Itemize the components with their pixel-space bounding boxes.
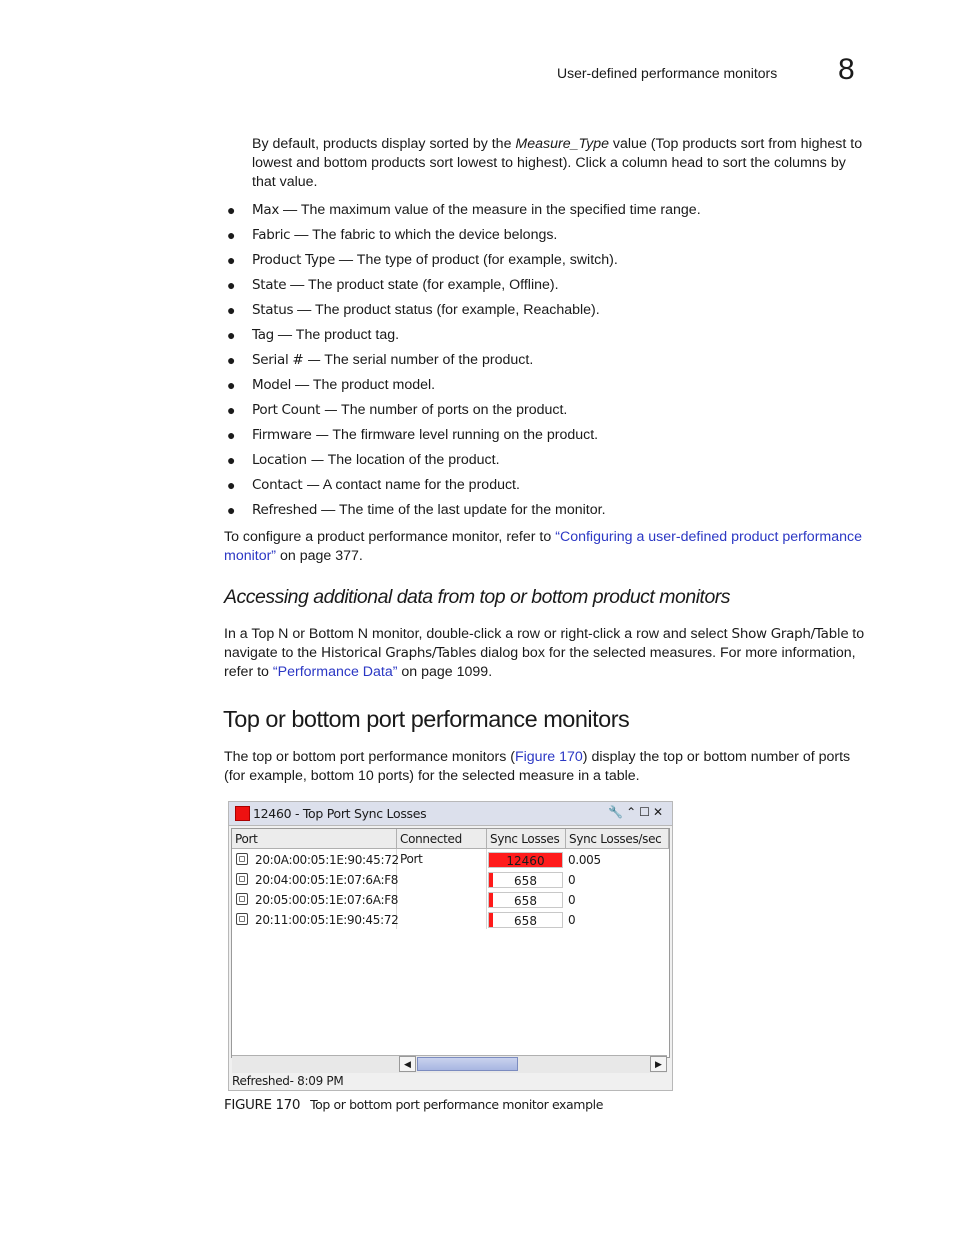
port-icon — [236, 853, 248, 865]
performance-data-link[interactable]: “Performance Data” — [272, 664, 398, 680]
section-heading: Top or bottom port performance monitors — [223, 706, 630, 732]
port-cell: 20:05:00:05:1E:07:6A:F8 — [255, 893, 399, 907]
list-item — [225, 376, 885, 401]
sync-rate-cell: 0 — [568, 873, 576, 887]
bullet-term: Contact — — [252, 477, 320, 493]
bullet-icon: ● — [227, 427, 236, 443]
caption-label: FIGURE 170 — [224, 1097, 301, 1113]
horizontal-scrollbar[interactable] — [232, 1055, 667, 1073]
intro-text-end: value (Top products sort from highest to lowest and bottom products sort lowest to highest). Click a column head to sort the columns by that value. — [252, 136, 863, 190]
port-cell: 20:04:00:05:1E:07:6A:F8 — [255, 873, 399, 887]
scroll-left-icon[interactable]: ◀ — [399, 1056, 416, 1072]
configure-text: To configure a product performance monitor, refer to — [224, 529, 556, 545]
bullet-icon: ● — [227, 202, 236, 218]
intro-text-start: By default, products display sorted by the — [252, 136, 516, 152]
bullet-term: Tag — [252, 327, 274, 343]
sync-losses-value: 658 — [514, 874, 537, 888]
sync-rate-cell: 0.005 — [568, 853, 601, 867]
bullet-term: Serial # — — [252, 352, 321, 368]
sync-losses-bar — [488, 872, 563, 888]
bullet-term: Port Count — — [252, 402, 338, 418]
bullet-icon: ● — [227, 402, 236, 418]
list-item — [225, 476, 885, 501]
bullet-icon: ● — [227, 377, 236, 393]
subsection-heading: Accessing additional data from top or bottom product monitors — [224, 586, 731, 608]
access-term-show-graph: Show Graph/Table — [731, 626, 849, 642]
configure-link[interactable]: “Configuring a user-defined product performance monitor” — [224, 529, 862, 564]
bullet-desc: The firmware level running on the product. — [328, 427, 599, 443]
col-header-sync-losses-sec[interactable]: Sync Losses/sec — [566, 829, 669, 849]
monitor-status-icon — [235, 806, 250, 821]
bullet-term: Status — [252, 302, 294, 318]
bullet-term: Fabric — [252, 227, 291, 243]
bullet-term: Location — — [252, 452, 324, 468]
access-text: In a Top N or Bottom N monitor, double-click a row or right-click a row and select — [224, 626, 732, 642]
bullet-icon: ● — [227, 477, 236, 493]
figure-link[interactable]: Figure 170 — [514, 749, 583, 765]
bullet-icon: ● — [227, 352, 236, 368]
bullet-term: State — [252, 277, 287, 293]
running-header-title: User-defined performance monitors — [557, 65, 778, 81]
sync-rate-cell: 0 — [568, 893, 576, 907]
port-icon — [236, 873, 248, 885]
bullet-term: Firmware — — [252, 427, 329, 443]
bullet-desc: The serial number of the product. — [320, 352, 534, 368]
monitor-title: 12460 - Top Port Sync Losses — [253, 806, 427, 821]
scroll-right-icon[interactable]: ▶ — [650, 1056, 667, 1072]
ports-text: ) display the top or bottom number of ports (for example, bottom 10 ports) for the selected measure in a table. — [224, 749, 851, 784]
access-text: to navigate to the — [224, 626, 865, 661]
sync-losses-bar — [488, 912, 563, 928]
port-icon — [236, 893, 248, 905]
bullet-term: Product Type — [252, 252, 335, 268]
monitor-window — [228, 801, 673, 1091]
list-item — [225, 401, 885, 426]
bullet-term: Refreshed — [252, 502, 318, 518]
port-cell: 20:11:00:05:1E:90:45:72 — [255, 913, 399, 927]
bullet-icon: ● — [227, 302, 236, 318]
bullet-icon: ● — [227, 502, 236, 518]
ports-text: The top or bottom port performance monitors ( — [224, 749, 515, 765]
bullet-desc: — The product model. — [291, 377, 436, 393]
list-item — [225, 451, 885, 476]
table-row[interactable] — [232, 850, 667, 870]
ports-table — [231, 828, 670, 1069]
sync-losses-value: 658 — [514, 914, 537, 928]
sync-losses-value: 658 — [514, 894, 537, 908]
bullet-icon: ● — [227, 327, 236, 343]
table-row[interactable] — [232, 870, 667, 890]
bullet-term: Model — [252, 377, 292, 393]
bullet-term: Max — [252, 202, 280, 218]
bullet-desc: — The product status (for example, Reachable). — [293, 302, 600, 318]
bullet-desc: — The maximum value of the measure in the specified time range. — [279, 202, 701, 218]
monitor-titlebar — [229, 802, 672, 826]
table-row[interactable] — [232, 910, 667, 930]
configure-page-ref: on page 377. — [276, 548, 363, 564]
bullet-desc: — The product tag. — [273, 327, 400, 343]
list-item — [225, 351, 885, 376]
list-item — [225, 276, 885, 301]
col-header-connected-port[interactable]: Connected Port — [397, 829, 487, 849]
bullet-icon: ● — [227, 277, 236, 293]
caption-text: Top or bottom port performance monitor example — [310, 1097, 603, 1112]
port-icon — [236, 913, 248, 925]
table-row[interactable] — [232, 890, 667, 910]
bullet-icon: ● — [227, 452, 236, 468]
bullet-desc: — The fabric to which the device belongs. — [290, 227, 558, 243]
port-cell: 20:0A:00:05:1E:90:45:72 — [255, 853, 399, 867]
bullet-icon: ● — [227, 252, 236, 268]
list-item — [225, 501, 885, 526]
bullet-icon: ● — [227, 227, 236, 243]
access-term-historical: Historical Graphs/Tables — [321, 645, 477, 661]
access-paragraph — [224, 625, 874, 682]
bullet-desc: — The product state (for example, Offline). — [286, 277, 559, 293]
access-page-ref: on page 1099. — [397, 664, 493, 680]
col-header-sync-losses[interactable]: Sync Losses — [487, 829, 566, 849]
list-item — [225, 301, 885, 326]
list-item — [225, 226, 885, 251]
bullet-desc: — The type of product (for example, switch). — [334, 252, 618, 268]
list-item — [225, 326, 885, 351]
window-tools-icons[interactable]: 🔧⌃☐✕ — [608, 805, 666, 819]
sync-losses-bar — [488, 892, 563, 908]
bullet-desc: The location of the product. — [323, 452, 500, 468]
bullet-desc: A contact name for the product. — [319, 477, 520, 493]
col-header-port[interactable]: Port — [232, 829, 397, 849]
refreshed-status: Refreshed- 8:09 PM — [232, 1074, 344, 1088]
bullet-desc: The number of ports on the product. — [337, 402, 568, 418]
ports-paragraph — [224, 748, 864, 786]
list-item — [225, 426, 885, 451]
access-text: dialog box for the selected measures. For more information, refer to — [224, 645, 856, 680]
column-bullet-list — [225, 201, 885, 526]
list-item — [225, 251, 885, 276]
list-item — [225, 201, 885, 226]
chapter-number: 8 — [838, 53, 855, 86]
sync-losses-value: 12460 — [506, 854, 545, 868]
intro-paragraph — [252, 135, 872, 192]
bullet-desc: — The time of the last update for the monitor. — [317, 502, 606, 518]
sync-losses-bar — [488, 852, 563, 868]
sync-rate-cell: 0 — [568, 913, 576, 927]
configure-paragraph — [224, 528, 864, 566]
figure-caption — [224, 1097, 603, 1113]
intro-italic-term: Measure_Type — [515, 136, 609, 152]
scroll-thumb[interactable] — [417, 1057, 518, 1071]
